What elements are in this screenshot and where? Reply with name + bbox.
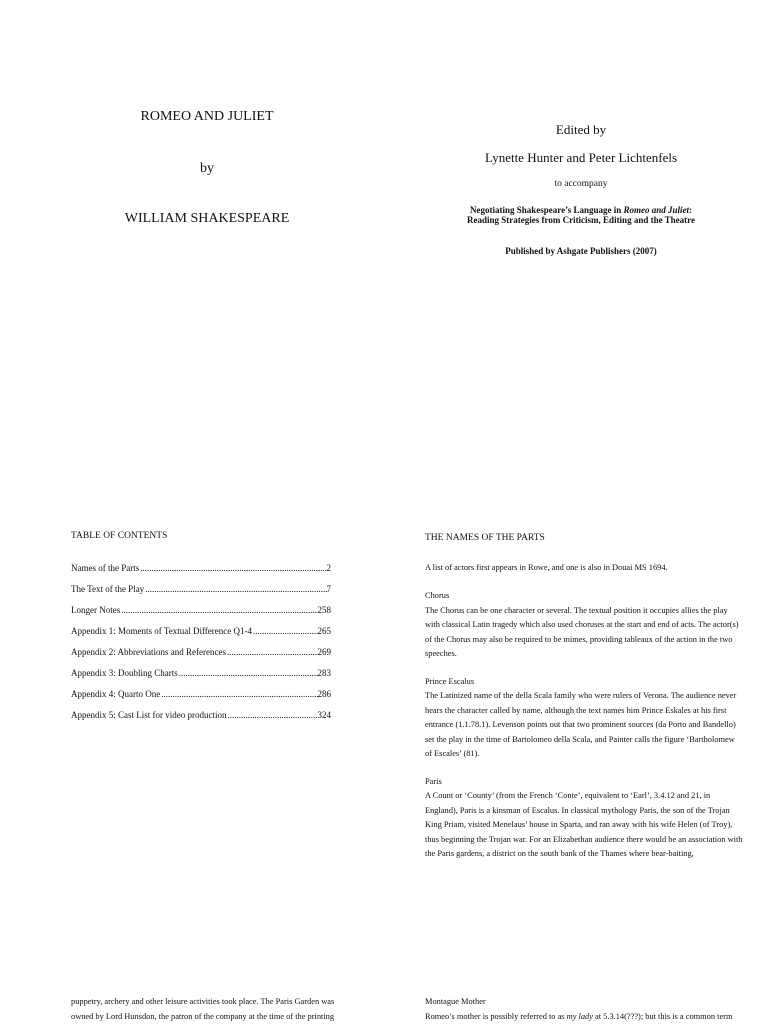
escalus-text: The Latinized name of the della Scala family who were rulers of Verona. The audience never hears the character called by name, although the text names him Prince Eskales at his first entrance (1.1.78.1). Levenson points out that two prominent sources (da Porto and Bandello) set the play in the time of Bartolomeo della Scala, and Painter calls the figure ‘Bartholomew of Escales’ (81). <box>425 691 737 758</box>
toc-leader-dots <box>253 625 318 637</box>
toc-leader-dots <box>145 583 326 595</box>
paris-text: A Count or ‘County’ (from the French ‘Conte’, equivalent to ‘Earl’, 3.4.12 and 21, in England), Paris is a kinsman of Escalus. In classical mythology Paris, the son of the Trojan King Priam, visited Menelaus’ house in Sparta, and ran away with his wife Helen (of Troy), thus beginning the Trojan war. For an Elizabethan audience there would be an association with the Paris gardens, a district on the south bank of the Thames where bear-baiting, <box>425 791 743 858</box>
bottom-left-line-2: owned by Lord Hunsdon, the patron of the company at the time of the printing <box>71 1011 335 1021</box>
toc-entry-label: Appendix 1: Moments of Textual Difference Q1-4 <box>71 626 252 636</box>
book-title-line2: Reading Strategies from Criticism, Editing and the Theatre <box>467 215 695 225</box>
to-accompany: to accompany <box>554 179 608 189</box>
toc-entry <box>71 562 331 574</box>
editors: Lynette Hunter and Peter Lichtenfels <box>484 150 678 165</box>
toc-entry-label: Appendix 2: Abbreviations and References <box>71 647 226 657</box>
names-heading: THE NAMES OF THE PARTS <box>425 533 545 543</box>
montague-mother-heading: Montague Mother <box>425 997 486 1006</box>
toc-leader-dots <box>227 709 317 721</box>
toc-entry-label: Appendix 4: Quarto One <box>71 689 161 699</box>
toc-heading: TABLE OF CONTENTS <box>71 531 168 541</box>
toc-entry-label: The Text of the Play <box>71 584 145 594</box>
toc-entry-label: Names of the Parts <box>71 563 140 573</box>
toc-entry-page: 283 <box>317 668 331 678</box>
by-line: by <box>200 161 214 176</box>
toc-entry <box>71 604 331 616</box>
edited-by: Edited by <box>555 122 607 137</box>
toc-leader-dots <box>140 562 326 574</box>
toc-leader-dots <box>227 646 318 658</box>
toc-entry-page: 258 <box>317 605 331 615</box>
toc-entry-page: 265 <box>317 626 331 636</box>
chorus-text: The Chorus can be one character or several. The textual position it occupies allies the play with classical Latin tragedy which also used choruses at the start and end of acts. The actor(s) of the Chorus may also be required to be mimes, providing tableaux of the action in the two speeches. <box>425 605 739 658</box>
toc-leader-dots <box>121 604 317 616</box>
bottom-left-text <box>71 995 371 1024</box>
toc-entry-page: 7 <box>326 584 331 594</box>
toc-entry <box>71 625 331 637</box>
book-title-line1: Negotiating Shakespeare’s Language in Romeo and Juliet: <box>469 205 693 215</box>
toc-entry <box>71 646 331 658</box>
names-section <box>425 531 743 862</box>
escalus-heading: Prince Escalus <box>425 676 475 686</box>
chorus-heading: Chorus <box>425 591 450 600</box>
toc-entry-label: Longer Notes <box>71 605 121 615</box>
toc-entry-page: 269 <box>317 647 331 657</box>
bottom-right-text <box>425 995 743 1024</box>
toc-entry <box>71 709 331 721</box>
montague-mother-line: Romeo’s mother is possibly referred to as my lady at 5.3.14(???); but this is a common term <box>425 1011 733 1021</box>
book-title <box>424 205 738 225</box>
toc-entry <box>71 688 331 700</box>
toc-entry-label: Appendix 3: Doubling Charts <box>71 668 178 678</box>
toc-entry-page: 286 <box>317 689 331 699</box>
toc-entry <box>71 583 331 595</box>
toc-leader-dots <box>161 688 317 700</box>
bottom-left-line-1: puppetry, archery and other leisure activities took place. The Paris Garden was <box>71 997 335 1006</box>
toc-entry-label: Appendix 5: Cast List for video production <box>71 710 227 720</box>
names-intro: A list of actors first appears in Rowe, and one is also in Douai MS 1694. <box>425 562 668 572</box>
toc-entry-page: 324 <box>317 710 331 720</box>
author-name: WILLIAM SHAKESPEARE <box>124 211 290 226</box>
publisher-line: Published by Ashgate Publishers (2007) <box>505 246 657 256</box>
toc-entry <box>71 667 331 679</box>
toc-entry-page: 2 <box>326 563 331 573</box>
paris-heading: Paris <box>425 776 442 786</box>
toc-leader-dots <box>179 667 318 679</box>
play-title: ROMEO AND JULIET <box>140 109 274 124</box>
